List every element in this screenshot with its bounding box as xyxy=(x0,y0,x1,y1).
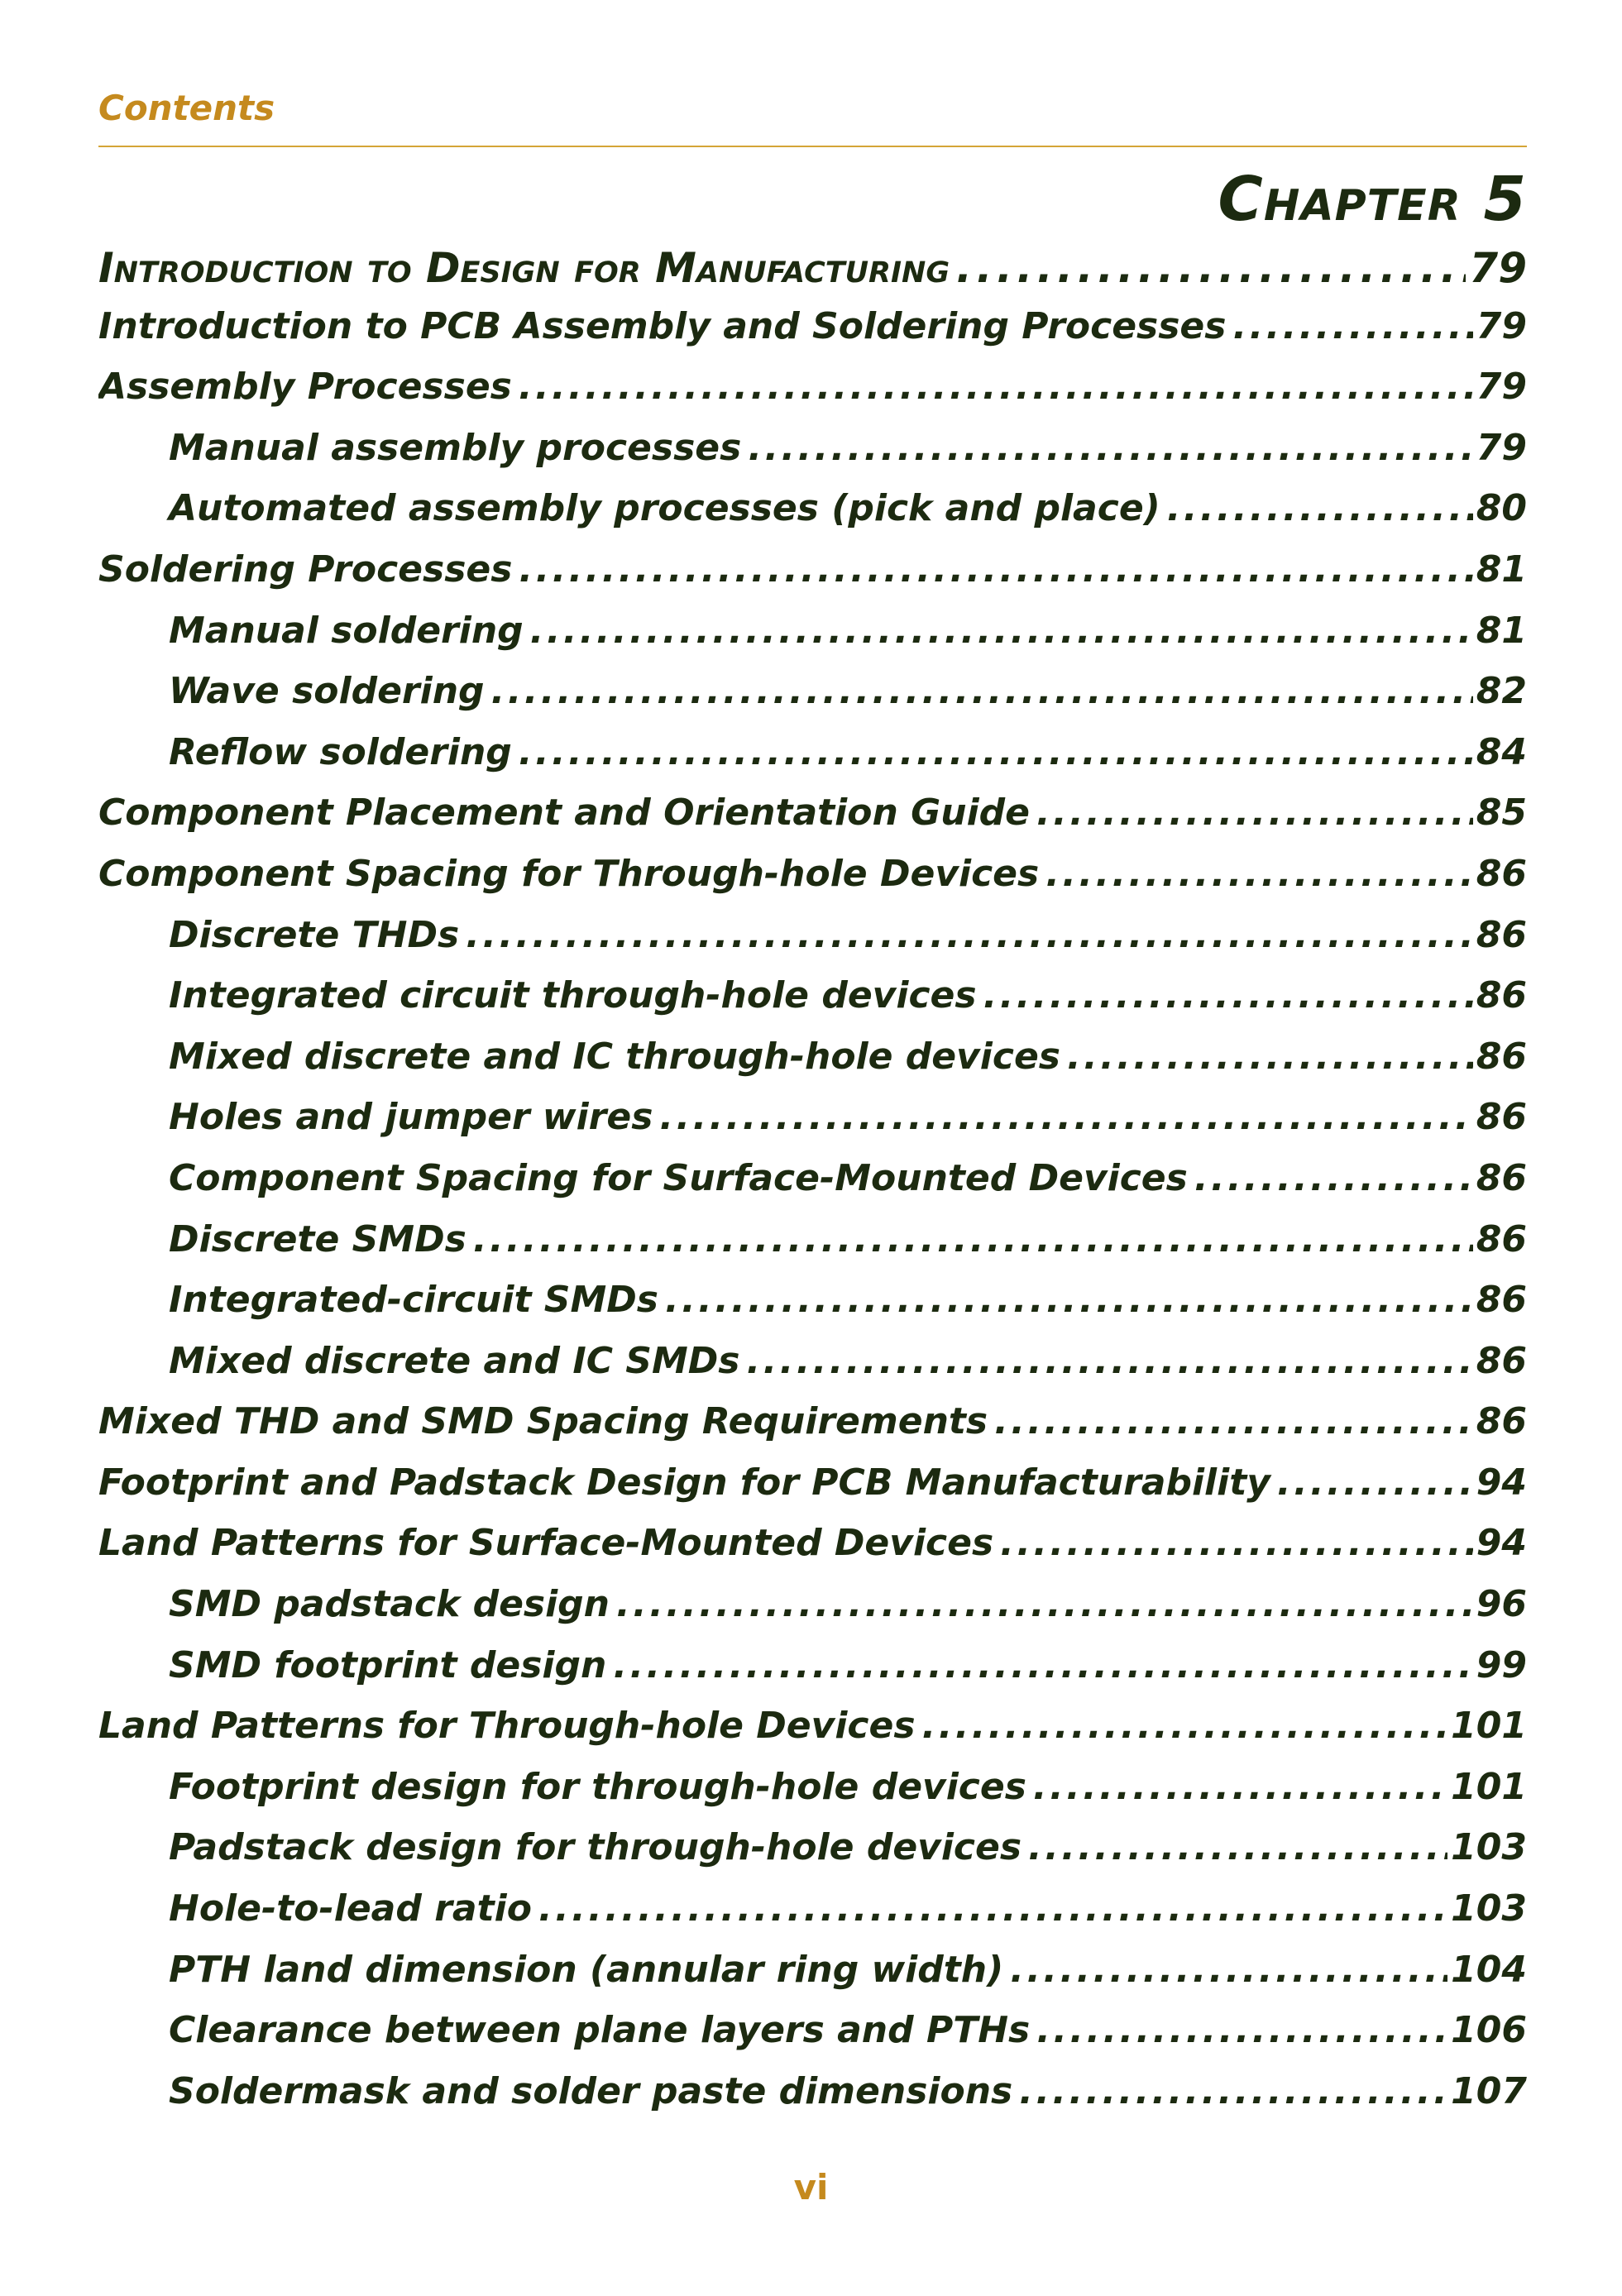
toc-entry-title: Discrete SMDs xyxy=(169,1217,467,1260)
toc-dot-leader xyxy=(519,548,1472,591)
toc-entry-page: 106 xyxy=(1451,2009,1527,2052)
toc-entry-title: Soldering Processes xyxy=(98,548,513,591)
toc-entry-title: Hole-to-lead ratio xyxy=(169,1887,532,1930)
page-number: vi xyxy=(793,2167,829,2208)
toc-entry[interactable] xyxy=(98,1461,1527,1523)
toc-entry[interactable] xyxy=(98,1887,1527,1949)
toc-entry[interactable] xyxy=(98,1036,1527,1097)
toc-dot-leader xyxy=(473,1218,1473,1260)
toc-dot-leader xyxy=(747,1340,1473,1382)
toc-entry-page: 81 xyxy=(1476,609,1527,652)
toc-dot-leader xyxy=(665,1279,1473,1321)
toc-dot-leader xyxy=(659,1096,1472,1138)
toc-entry[interactable] xyxy=(98,1949,1527,2010)
toc-entry[interactable] xyxy=(98,1766,1527,1827)
toc-entry-title: Mixed discrete and IC SMDs xyxy=(169,1339,740,1382)
toc-dot-leader xyxy=(519,366,1473,408)
toc-entry-page: 86 xyxy=(1476,1217,1527,1260)
toc-entry-page: 79 xyxy=(1476,426,1527,469)
toc-dot-leader xyxy=(1067,1036,1473,1078)
toc-entry[interactable] xyxy=(98,1644,1527,1705)
toc-entry-page: 80 xyxy=(1476,487,1527,530)
toc-entry-title: Holes and jumper wires xyxy=(169,1096,653,1139)
toc-entry[interactable] xyxy=(98,366,1527,427)
toc-entry-title: Assembly Processes xyxy=(98,366,512,409)
toc-entry[interactable] xyxy=(98,1583,1527,1644)
toc-entry-title: Reflow soldering xyxy=(169,730,512,773)
toc-entry-title: Discrete THDs xyxy=(169,913,460,956)
toc-entry-title: Land Patterns for Surface-Mounted Devices xyxy=(98,1522,994,1565)
toc-entry[interactable] xyxy=(98,1522,1527,1583)
toc-entry[interactable] xyxy=(98,548,1527,610)
toc-dot-leader xyxy=(1010,1949,1447,1991)
toc-dot-leader xyxy=(1194,1157,1473,1199)
toc-entry-page: 86 xyxy=(1476,913,1527,956)
toc-entry-title: Mixed discrete and IC through-hole devices xyxy=(169,1035,1060,1078)
toc-entry[interactable] xyxy=(98,1157,1527,1218)
toc-entry[interactable] xyxy=(98,853,1527,914)
toc-entry-title: Introduction to Design for Manufacturing xyxy=(98,244,950,292)
table-of-contents xyxy=(98,244,1527,2131)
toc-dot-leader xyxy=(1036,792,1473,834)
toc-dot-leader xyxy=(748,427,1472,469)
toc-entry-page: 79 xyxy=(1476,366,1527,409)
toc-entry-title: Mixed THD and SMD Spacing Requirements xyxy=(98,1400,988,1443)
toc-dot-leader xyxy=(1036,2009,1447,2051)
toc-dot-leader xyxy=(1019,2070,1447,2112)
toc-entry-title: SMD padstack design xyxy=(169,1583,610,1626)
toc-entry-page: 85 xyxy=(1476,792,1527,835)
toc-entry-title: Component Spacing for Through-hole Devices xyxy=(98,852,1040,895)
toc-entry[interactable] xyxy=(98,1279,1527,1340)
toc-dot-leader xyxy=(1033,1766,1447,1808)
toc-entry-title: Component Spacing for Surface-Mounted Devices xyxy=(169,1156,1188,1199)
toc-entry-page: 103 xyxy=(1451,1826,1527,1869)
toc-entry-page: 99 xyxy=(1476,1643,1527,1686)
toc-entry-page: 94 xyxy=(1476,1522,1527,1565)
toc-entry-page: 84 xyxy=(1476,730,1527,773)
running-head: Contents xyxy=(98,88,275,128)
toc-dot-leader xyxy=(530,610,1473,652)
toc-entry-page: 96 xyxy=(1476,1583,1527,1626)
toc-entry-page: 86 xyxy=(1476,1279,1527,1322)
toc-entry-page: 79 xyxy=(1469,244,1527,292)
toc-entry[interactable] xyxy=(98,610,1527,671)
toc-entry[interactable] xyxy=(98,1340,1527,1401)
toc-entry-title: Manual assembly processes xyxy=(169,426,742,469)
toc-entry-page: 86 xyxy=(1476,1400,1527,1443)
toc-entry-page: 86 xyxy=(1476,1096,1527,1139)
toc-entry[interactable] xyxy=(98,2070,1527,2131)
toc-dot-leader xyxy=(1045,853,1473,895)
toc-entry-page: 86 xyxy=(1476,852,1527,895)
toc-dot-leader xyxy=(519,731,1473,773)
toc-entry-title: Land Patterns for Through-hole Devices xyxy=(98,1705,916,1748)
toc-entry-title: Soldermask and solder paste dimensions xyxy=(169,2069,1013,2112)
toc-entry[interactable] xyxy=(98,792,1527,853)
toc-entry-page: 82 xyxy=(1476,670,1527,713)
toc-dot-leader xyxy=(613,1644,1472,1686)
toc-dot-leader xyxy=(1277,1461,1473,1504)
toc-entry[interactable] xyxy=(98,914,1527,975)
toc-entry-title: Footprint design for through-hole devices xyxy=(169,1765,1026,1808)
toc-entry-title: Automated assembly processes (pick and place) xyxy=(169,487,1160,530)
toc-entry[interactable] xyxy=(98,1826,1527,1887)
toc-entry-page: 94 xyxy=(1476,1461,1527,1504)
toc-entry-title: PTH land dimension (annular ring width) xyxy=(169,1948,1004,1991)
toc-entry-page: 86 xyxy=(1476,1339,1527,1382)
toc-entry-page: 107 xyxy=(1451,2069,1527,2112)
toc-entry-page: 101 xyxy=(1451,1765,1527,1808)
toc-entry[interactable] xyxy=(98,427,1527,488)
toc-entry-page: 86 xyxy=(1476,974,1527,1017)
header-rule xyxy=(98,146,1527,147)
toc-entry-page: 81 xyxy=(1476,548,1527,591)
toc-dot-leader xyxy=(1232,305,1472,347)
toc-dot-leader xyxy=(538,1887,1447,1930)
toc-entry[interactable] xyxy=(98,1218,1527,1280)
toc-entry-title: Integrated circuit through-hole devices xyxy=(169,974,977,1017)
toc-entry[interactable] xyxy=(98,670,1527,731)
toc-dot-leader xyxy=(983,974,1473,1016)
toc-dot-leader xyxy=(956,244,1466,292)
toc-entry-title: Wave soldering xyxy=(169,670,485,713)
toc-entry[interactable] xyxy=(98,1400,1527,1461)
chapter-label: Chapter 5 xyxy=(1218,164,1527,235)
toc-entry[interactable] xyxy=(98,487,1527,548)
toc-dot-leader xyxy=(994,1400,1473,1442)
toc-entry-page: 103 xyxy=(1451,1887,1527,1930)
toc-dot-leader xyxy=(922,1705,1448,1747)
toc-entry[interactable] xyxy=(98,305,1527,366)
toc-dot-leader xyxy=(1167,487,1473,529)
toc-entry[interactable] xyxy=(98,1096,1527,1157)
toc-entry-title: Footprint and Padstack Design for PCB Manufacturability xyxy=(98,1461,1270,1504)
toc-entry-page: 101 xyxy=(1451,1705,1527,1748)
toc-entry-title: Clearance between plane layers and PTHs xyxy=(169,2009,1031,2052)
toc-chapter-title[interactable] xyxy=(98,244,1527,305)
toc-entry[interactable] xyxy=(98,2009,1527,2070)
toc-dot-leader xyxy=(1028,1826,1447,1868)
toc-entry-title: Integrated-circuit SMDs xyxy=(169,1279,658,1322)
toc-entry-title: SMD footprint design xyxy=(169,1643,607,1686)
toc-dot-leader xyxy=(616,1583,1473,1625)
toc-dot-leader xyxy=(1000,1522,1473,1564)
toc-dot-leader xyxy=(466,914,1473,956)
toc-dot-leader xyxy=(491,670,1473,712)
toc-entry[interactable] xyxy=(98,1705,1527,1766)
toc-entry-title: Padstack design for through-hole devices xyxy=(169,1826,1022,1869)
toc-entry[interactable] xyxy=(98,731,1527,792)
toc-entry-title: Component Placement and Orientation Guide xyxy=(98,792,1030,835)
toc-entry-page: 86 xyxy=(1476,1035,1527,1078)
toc-entry-page: 86 xyxy=(1476,1156,1527,1199)
toc-entry-title: Manual soldering xyxy=(169,609,524,652)
toc-entry[interactable] xyxy=(98,974,1527,1036)
toc-entry-page: 104 xyxy=(1451,1948,1527,1991)
toc-entry-title: Introduction to PCB Assembly and Soldering Processes xyxy=(98,304,1227,347)
toc-entry-page: 79 xyxy=(1476,304,1527,347)
